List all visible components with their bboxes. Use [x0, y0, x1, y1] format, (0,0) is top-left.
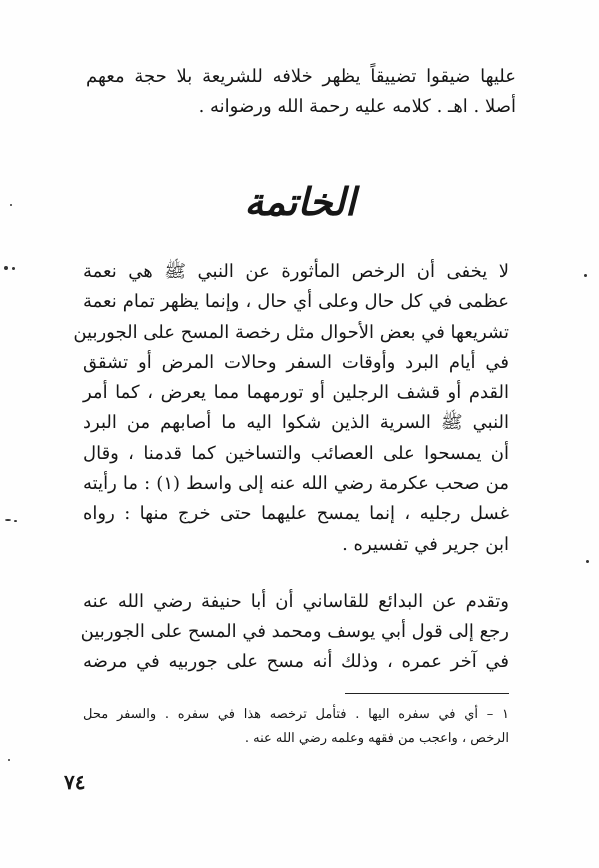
text-line: ابن جرير في تفسيره . — [342, 533, 509, 555]
text-line: النبي ﷺ السرية الذين شكوا اليه ما أصابهم من البرد — [83, 412, 509, 434]
text-line: رجع إلى قول أبي يوسف ومحمد في المسح على الجوربين — [80, 621, 509, 642]
scan-speck — [4, 266, 8, 270]
scan-speck — [8, 759, 10, 761]
footnote — [83, 703, 509, 751]
intro-paragraph — [86, 62, 516, 122]
text-line: في أيام البرد وأوقات السفر وحالات المرض أو تشقق — [83, 351, 509, 373]
text-line: غسل رجليه ، إنما يمسح عليهما حتى خرج منها : رواه — [83, 503, 509, 525]
footnote-divider — [345, 693, 509, 694]
body-paragraph-1 — [73, 257, 509, 560]
scan-speck — [14, 520, 17, 522]
footnote-line: ١ – أي في سفره اليها . فتأمل ترخصه هذا في سفره . والسفر محل — [83, 707, 509, 722]
text-line: عليها ضيقوا تضييقاً يظهر خلافه للشريعة بلا حجة معهم — [86, 66, 516, 87]
body-paragraph-2 — [80, 587, 509, 677]
section-title: الخاتمة — [244, 179, 356, 224]
text-line: من صحب عكرمة رضي الله عنه إلى واسط (١) : ما رأيته — [83, 473, 509, 495]
scan-speck — [584, 274, 587, 277]
scan-speck — [5, 519, 11, 521]
text-line: لا يخفى أن الرخص المأثورة عن النبي ﷺ هي نعمة — [83, 261, 509, 282]
text-line: في آخر عمره ، وذلك أنه مسح على جوربيه في مرضه — [83, 651, 509, 672]
text-line: تشريعها في بعض الأحوال مثل رخصة المسح على الجوربين — [73, 321, 509, 343]
footnote-line: الرخص ، واعجب من فقهه وعلمه رضي الله عنه . — [244, 731, 509, 746]
text-line: عظمى في كل حال وعلى أي حال ، وإنما يظهر تمام نعمة — [83, 291, 509, 313]
page-number: ٧٤ — [64, 770, 86, 794]
scan-speck — [586, 560, 589, 563]
text-line: أصلا . اهـ . كلامه عليه رحمة الله ورضوانه . — [198, 96, 516, 117]
text-line: أن يمسحوا على العصائب والتساخين كما قدمنا ، وقال — [83, 442, 509, 464]
text-line: القدم أو قشف الرجلين أو تورمهما مما يعرض ، كما أمر — [83, 382, 509, 404]
text-line: وتقدم عن البدائع للقاساني أن أبا حنيفة رضي الله عنه — [83, 591, 509, 612]
scan-speck — [12, 267, 15, 270]
scan-speck — [10, 204, 12, 206]
